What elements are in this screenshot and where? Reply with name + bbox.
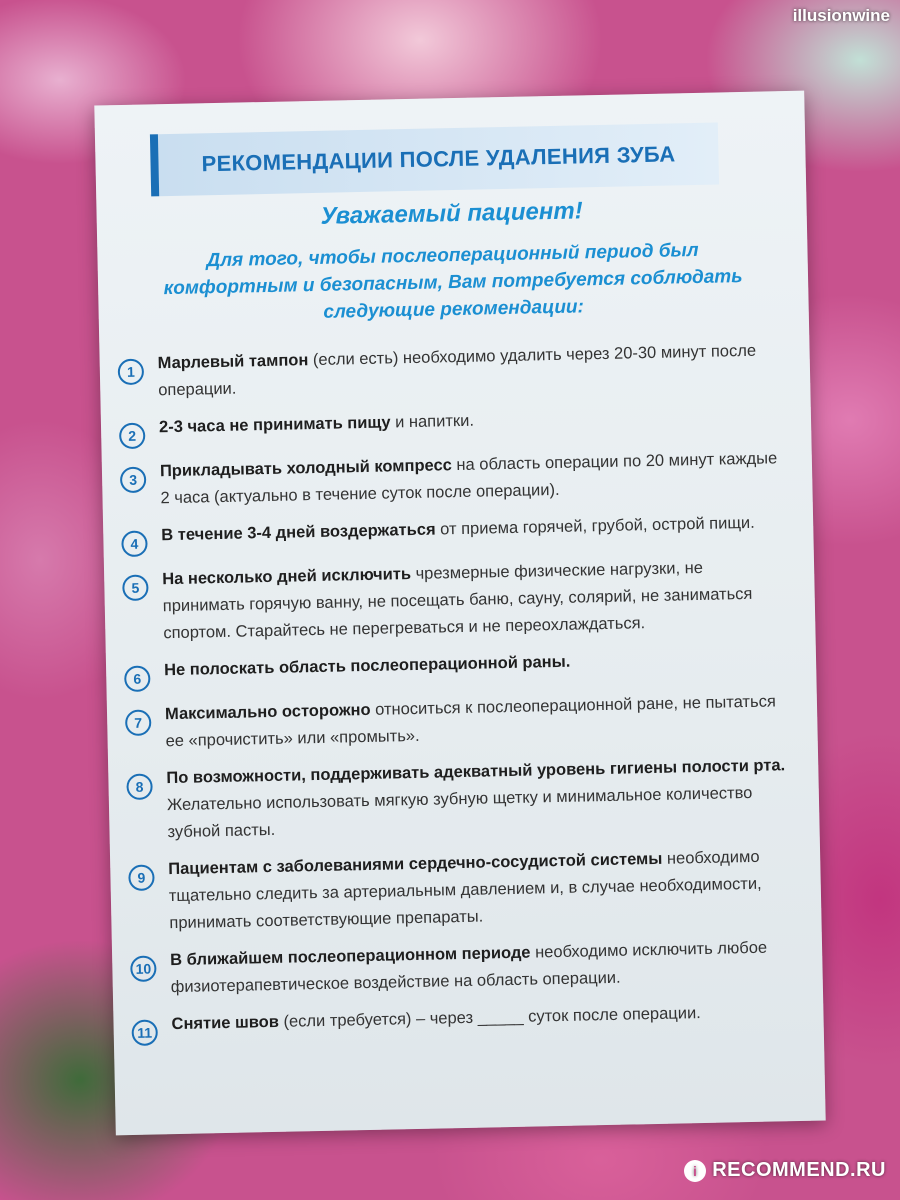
greeting: Уважаемый пациент! <box>320 197 583 230</box>
item-number-badge: 8 <box>126 773 153 800</box>
list-item <box>130 934 791 1002</box>
list-item <box>131 998 792 1046</box>
list-item <box>120 445 781 513</box>
item-bold-text: Пациентам с заболеваниями сердечно-сосудистой системы <box>168 849 663 879</box>
item-bold-text: 2-3 часа не принимать пищу <box>158 413 391 437</box>
item-text <box>170 934 791 1001</box>
item-text <box>171 1000 701 1038</box>
item-bold-text: Прикладывать холодный компресс <box>159 456 453 481</box>
item-text <box>157 337 778 404</box>
item-regular-text: чрезмерные физические нагрузки, не принимать горячую ванну, не посещать баню, сауну, солярий, не заниматься спортом. Старайтесь не перегреваться и не переохлаждаться. <box>162 558 753 643</box>
list-item <box>121 509 782 557</box>
header-band <box>150 122 719 196</box>
item-number-badge: 7 <box>125 709 152 736</box>
watermark-top: illusionwine <box>792 6 890 25</box>
recommendations-list <box>117 337 792 1056</box>
item-number-badge: 1 <box>118 359 145 386</box>
item-text <box>168 843 790 937</box>
leaflet <box>94 91 825 1136</box>
item-bold-text: Марлевый тампон <box>157 351 309 373</box>
item-bold-text: Снятие швов <box>171 1012 280 1034</box>
item-number-badge: 6 <box>124 666 151 693</box>
list-item <box>122 553 784 648</box>
item-bold-text: Максимально осторожно <box>164 700 371 724</box>
watermark-bottom <box>684 1159 886 1182</box>
intro-text: Для того, чтобы послеоперационный период был комфортным и безопасным, Вам потребуется соблюдать следующие рекомендации: <box>163 239 743 323</box>
item-text <box>161 510 755 549</box>
list-item <box>125 688 786 756</box>
item-regular-text: на область операции по 20 минут каждые 2 часа (актуально в течение суток после операции). <box>160 449 778 508</box>
item-regular-text: необходимо исключить любое физиотерапевтическое воздействие на область операции. <box>170 938 768 997</box>
item-text <box>166 752 788 846</box>
item-regular-text: относиться к послеоперационной ране, не пытаться ее «прочистить» или «промыть». <box>165 692 776 751</box>
item-regular-text: необходимо тщательно следить за артериальным давлением и, в случае необходимости, принимать соответствующие препараты. <box>168 847 762 933</box>
item-regular-text: от приема горячей, грубой, острой пищи. <box>435 513 755 539</box>
item-text <box>162 553 784 647</box>
item-bold-text: На несколько дней исключить <box>162 565 412 589</box>
item-bold-text: В ближайшем послеоперационном периоде <box>170 943 531 970</box>
list-item <box>128 843 790 938</box>
item-number-badge: 3 <box>120 467 147 494</box>
item-bold-text: В течение 3-4 дней воздержаться <box>161 520 436 545</box>
item-number-badge: 11 <box>131 1019 158 1046</box>
item-regular-text: (если есть) необходимо удалить через 20-30 минут после операции. <box>158 341 757 400</box>
item-text <box>164 649 571 685</box>
item-bold-text: По возможности, поддерживать адекватный уровень гигиены полости рта. <box>166 756 786 788</box>
item-number-badge: 4 <box>121 531 148 558</box>
list-item <box>126 752 788 847</box>
item-number-badge: 10 <box>130 955 157 982</box>
list-item <box>119 401 780 449</box>
recommend-logo-icon: i <box>684 1160 706 1182</box>
item-number-badge: 5 <box>122 575 149 602</box>
item-number-badge: 2 <box>119 423 146 450</box>
item-number-badge: 9 <box>128 864 155 891</box>
item-text <box>165 688 786 755</box>
watermark-bottom-text: RECOMMEND.RU <box>712 1159 886 1181</box>
item-text <box>159 408 474 442</box>
list-item <box>117 337 778 405</box>
item-regular-text: Желательно использовать мягкую зубную щетку и минимальное количество зубной пасты. <box>166 783 753 842</box>
list-item <box>124 644 785 692</box>
item-bold-text: Не полоскать область послеоперационной раны. <box>163 652 571 680</box>
leaflet-title: РЕКОМЕНДАЦИИ ПОСЛЕ УДАЛЕНИЯ ЗУБА <box>201 141 676 177</box>
item-regular-text: и напитки. <box>390 411 475 432</box>
item-text <box>160 445 781 512</box>
item-regular-text: (если требуется) – через _____ суток после операции. <box>278 1004 701 1031</box>
